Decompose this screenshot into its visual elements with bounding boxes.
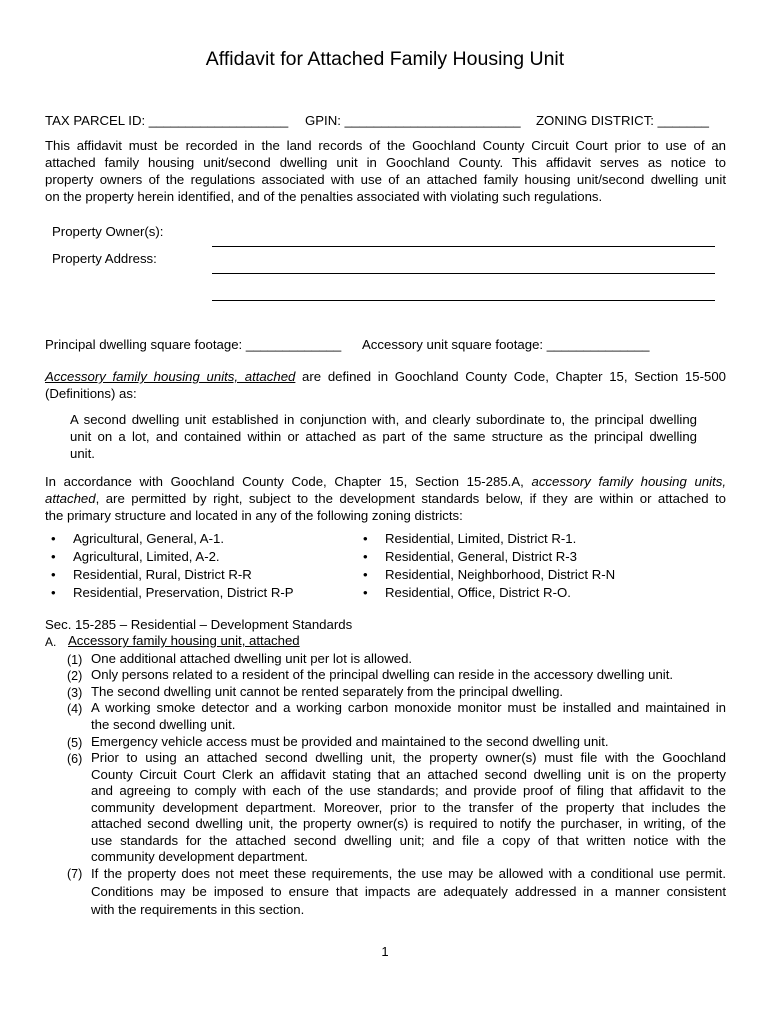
definition-text: are defined in Goochland County Code, Chapter 15, Section 15-500 (295, 369, 726, 384)
subsection-title: Accessory family housing unit, attached (68, 633, 300, 648)
bullet-icon: • (363, 549, 368, 564)
bullet-icon: • (51, 549, 56, 564)
tax-parcel-field: TAX PARCEL ID: ___________________ (45, 113, 289, 128)
principal-footage-field: Principal dwelling square footage: _____________ (45, 337, 342, 352)
accordance-term: accessory family housing units, (531, 474, 726, 489)
accessory-footage-field: Accessory unit square footage: ______________ (362, 337, 650, 352)
district-list-item: • Agricultural, Limited, A-2. (51, 549, 220, 564)
requirement-number: (5) (67, 736, 83, 750)
accordance-term: attached (45, 491, 96, 506)
quote-line: unit on a lot, and contained within or attached as part of the same structure as the principal dwelling (70, 429, 697, 444)
accordance-paragraph (45, 473, 726, 524)
page-number: 1 (381, 944, 389, 959)
bullet-icon: • (51, 567, 56, 582)
zoning-district-field: ZONING DISTRICT: _______ (536, 113, 709, 128)
requirement-item: Emergency vehicle access must be provided and maintained to the second dwelling unit. (91, 734, 609, 749)
requirement-item: Only persons related to a resident of the principal dwelling can reside in the accessory dwelling unit. (91, 667, 674, 682)
definition-text: (Definitions) as: (45, 386, 137, 401)
requirement-number: (1) (67, 653, 83, 667)
quote-line: A second dwelling unit established in conjunction with, and clearly subordinate to, the principal dwelling (70, 412, 697, 427)
requirement-item: If the property does not meet these requirements, the use may be allowed with a conditional use permit. Conditions may be imposed to ensure that impacts are adequately addressed in a manner consistent with the requirements in this section. (91, 866, 726, 917)
property-owner-label: Property Owner(s): (52, 224, 164, 239)
district-list-item: • Agricultural, General, A-1. (51, 531, 224, 546)
district-list-item: • Residential, Rural, District R-R (51, 567, 252, 582)
district-list-item: • Residential, Neighborhood, District R-N (363, 567, 616, 582)
address-entry-line (212, 300, 715, 301)
intro-line: property owners of the regulations associated with use of an attached family housing unit/second dwelling unit (45, 172, 726, 187)
requirement-item: The second dwelling unit cannot be rented separately from the principal dwelling. (91, 684, 564, 699)
accordance-text: In accordance with Goochland County Code, Chapter 15, Section 15-285.A, (45, 474, 532, 489)
bullet-icon: • (363, 567, 368, 582)
intro-paragraph (45, 137, 726, 205)
bullet-icon: • (363, 531, 368, 546)
bullet-icon: • (363, 585, 368, 600)
requirement-item: A working smoke detector and a working carbon monoxide monitor must be installed and maintained in the second dwelling unit. (91, 700, 726, 732)
district-list-item: • Residential, General, District R-3 (363, 549, 578, 564)
requirement-number: (2) (67, 669, 83, 683)
requirement-number: (4) (67, 702, 83, 716)
requirement-item: Prior to using an attached second dwelling unit, the property owner(s) must file with the Goochland County Circuit Court Clerk an affidavit stating that an attached second dwelling unit is on the property and agreeing to comply with each of the use standards; and provide proof of filing that affidavit to the community development department. Moreover, prior to the transfer of the property that includes the attached second dwelling unit, the property owner(s) is required to notify the purchaser, in writing, of the use standards for the attached second dwelling unit; and file a copy of that written notice with the community development department. (91, 750, 726, 864)
requirement-number: (6) (67, 752, 83, 766)
intro-line: This affidavit must be recorded in the land records of the Goochland County Circuit Court prior to use of an (45, 138, 726, 153)
page-title: Affidavit for Attached Family Housing Unit (205, 48, 565, 70)
district-list-item: • Residential, Limited, District R-1. (363, 531, 577, 546)
requirement-item: One additional attached dwelling unit per lot is allowed. (91, 651, 413, 666)
bullet-icon: • (51, 585, 56, 600)
intro-line: attached family housing unit/second dwelling unit in Goochland County. This affidavit serves as notice to (45, 155, 726, 170)
section-heading: Sec. 15-285 – Residential – Development Standards (45, 617, 353, 632)
district-list-item: • Residential, Office, District R-O. (363, 585, 571, 600)
bullet-icon: • (51, 531, 56, 546)
defined-term: Accessory family housing units, attached (45, 369, 296, 384)
subsection-letter: A. (45, 635, 57, 649)
accordance-text: the primary structure and located in any of the following zoning districts: (45, 508, 463, 523)
requirement-number: (3) (67, 686, 83, 700)
intro-line: on the property herein identified, and of the penalties associated with violating such regulations. (45, 189, 603, 204)
definition-quote (70, 411, 697, 462)
definition-paragraph (45, 368, 726, 402)
owner-entry-line (212, 246, 715, 247)
property-address-label: Property Address: (52, 251, 157, 266)
gpin-field: GPIN: ________________________ (305, 113, 521, 128)
requirement-number: (7) (67, 867, 83, 881)
quote-line: unit. (70, 446, 95, 461)
accordance-text: , are permitted by right, subject to the development standards below, if they are within or attached to (95, 491, 726, 506)
district-list-item: • Residential, Preservation, District R-P (51, 585, 294, 600)
address-entry-line (212, 273, 715, 274)
